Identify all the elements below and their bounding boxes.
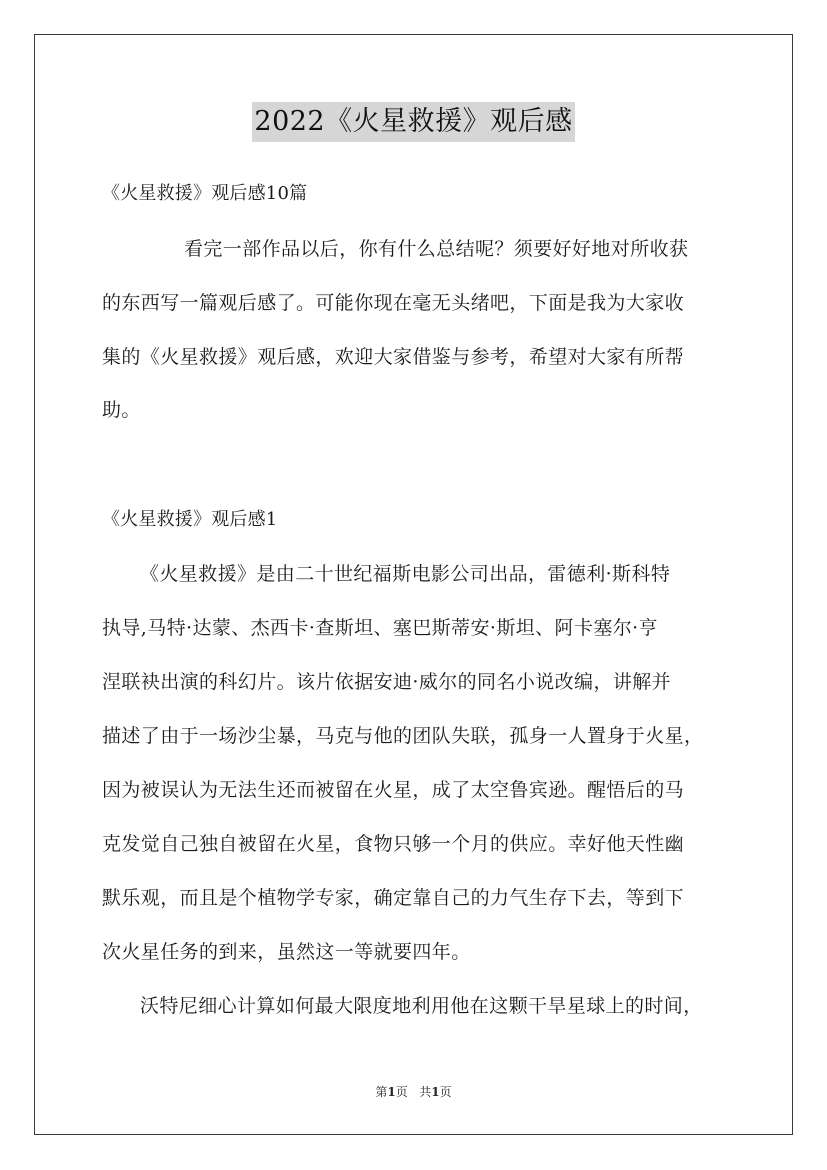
intro-line: 集的《火星救援》观后感，欢迎大家借鉴与参考，希望对大家有所帮	[102, 346, 685, 368]
body-line: 克发觉自己独自被留在火星，食物只够一个月的供应。幸好他天性幽	[102, 833, 685, 855]
footer-page-suffix: 页	[395, 1085, 408, 1099]
body-line: 次火星任务的到来，虽然这一等就要四年。	[102, 941, 471, 963]
intro-line: 助。	[102, 399, 141, 421]
footer-total-prefix: 共	[419, 1085, 432, 1099]
body-line: 默乐观，而且是个植物学专家，确定靠自己的力气生存下去，等到下	[102, 887, 685, 909]
footer-total-suffix: 页	[439, 1085, 452, 1099]
footer-total-number: 1	[431, 1085, 440, 1099]
body-line: 执导,马特·达蒙、杰西卡·查斯坦、塞巴斯蒂安·斯坦、阿卡塞尔·亨	[102, 617, 658, 639]
body-line: 《火星救援》是由二十世纪福斯电影公司出品，雷德利·斯科特	[140, 563, 671, 585]
document-title: 2022《火星救援》观后感	[252, 102, 574, 142]
footer-page-number: 1	[387, 1085, 396, 1099]
intro-line: 看完一部作品以后，你有什么总结呢？须要好好地对所收获	[184, 238, 689, 260]
body-line: 涅联袂出演的科幻片。该片依据安迪·威尔的同名小说改编，讲解并	[102, 671, 672, 693]
footer-page-prefix: 第	[375, 1085, 388, 1099]
document-subtitle: 《火星救援》观后感10篇	[102, 183, 308, 204]
body-line: 描述了由于一场沙尘暴，马克与他的团队失联，孤身一人置身于火星，	[102, 725, 704, 747]
body-line: 沃特尼细心计算如何最大限度地利用他在这颗干旱星球上的时间，	[140, 995, 703, 1017]
section-heading: 《火星救援》观后感1	[102, 509, 278, 530]
intro-line: 的东西写一篇观后感了。可能你现在毫无头绪吧，下面是我为大家收	[102, 292, 685, 314]
page-footer	[0, 1084, 827, 1100]
body-line: 因为被误认为无法生还而被留在火星，成了太空鲁宾逊。醒悟后的马	[102, 779, 685, 801]
title-container	[0, 102, 827, 142]
